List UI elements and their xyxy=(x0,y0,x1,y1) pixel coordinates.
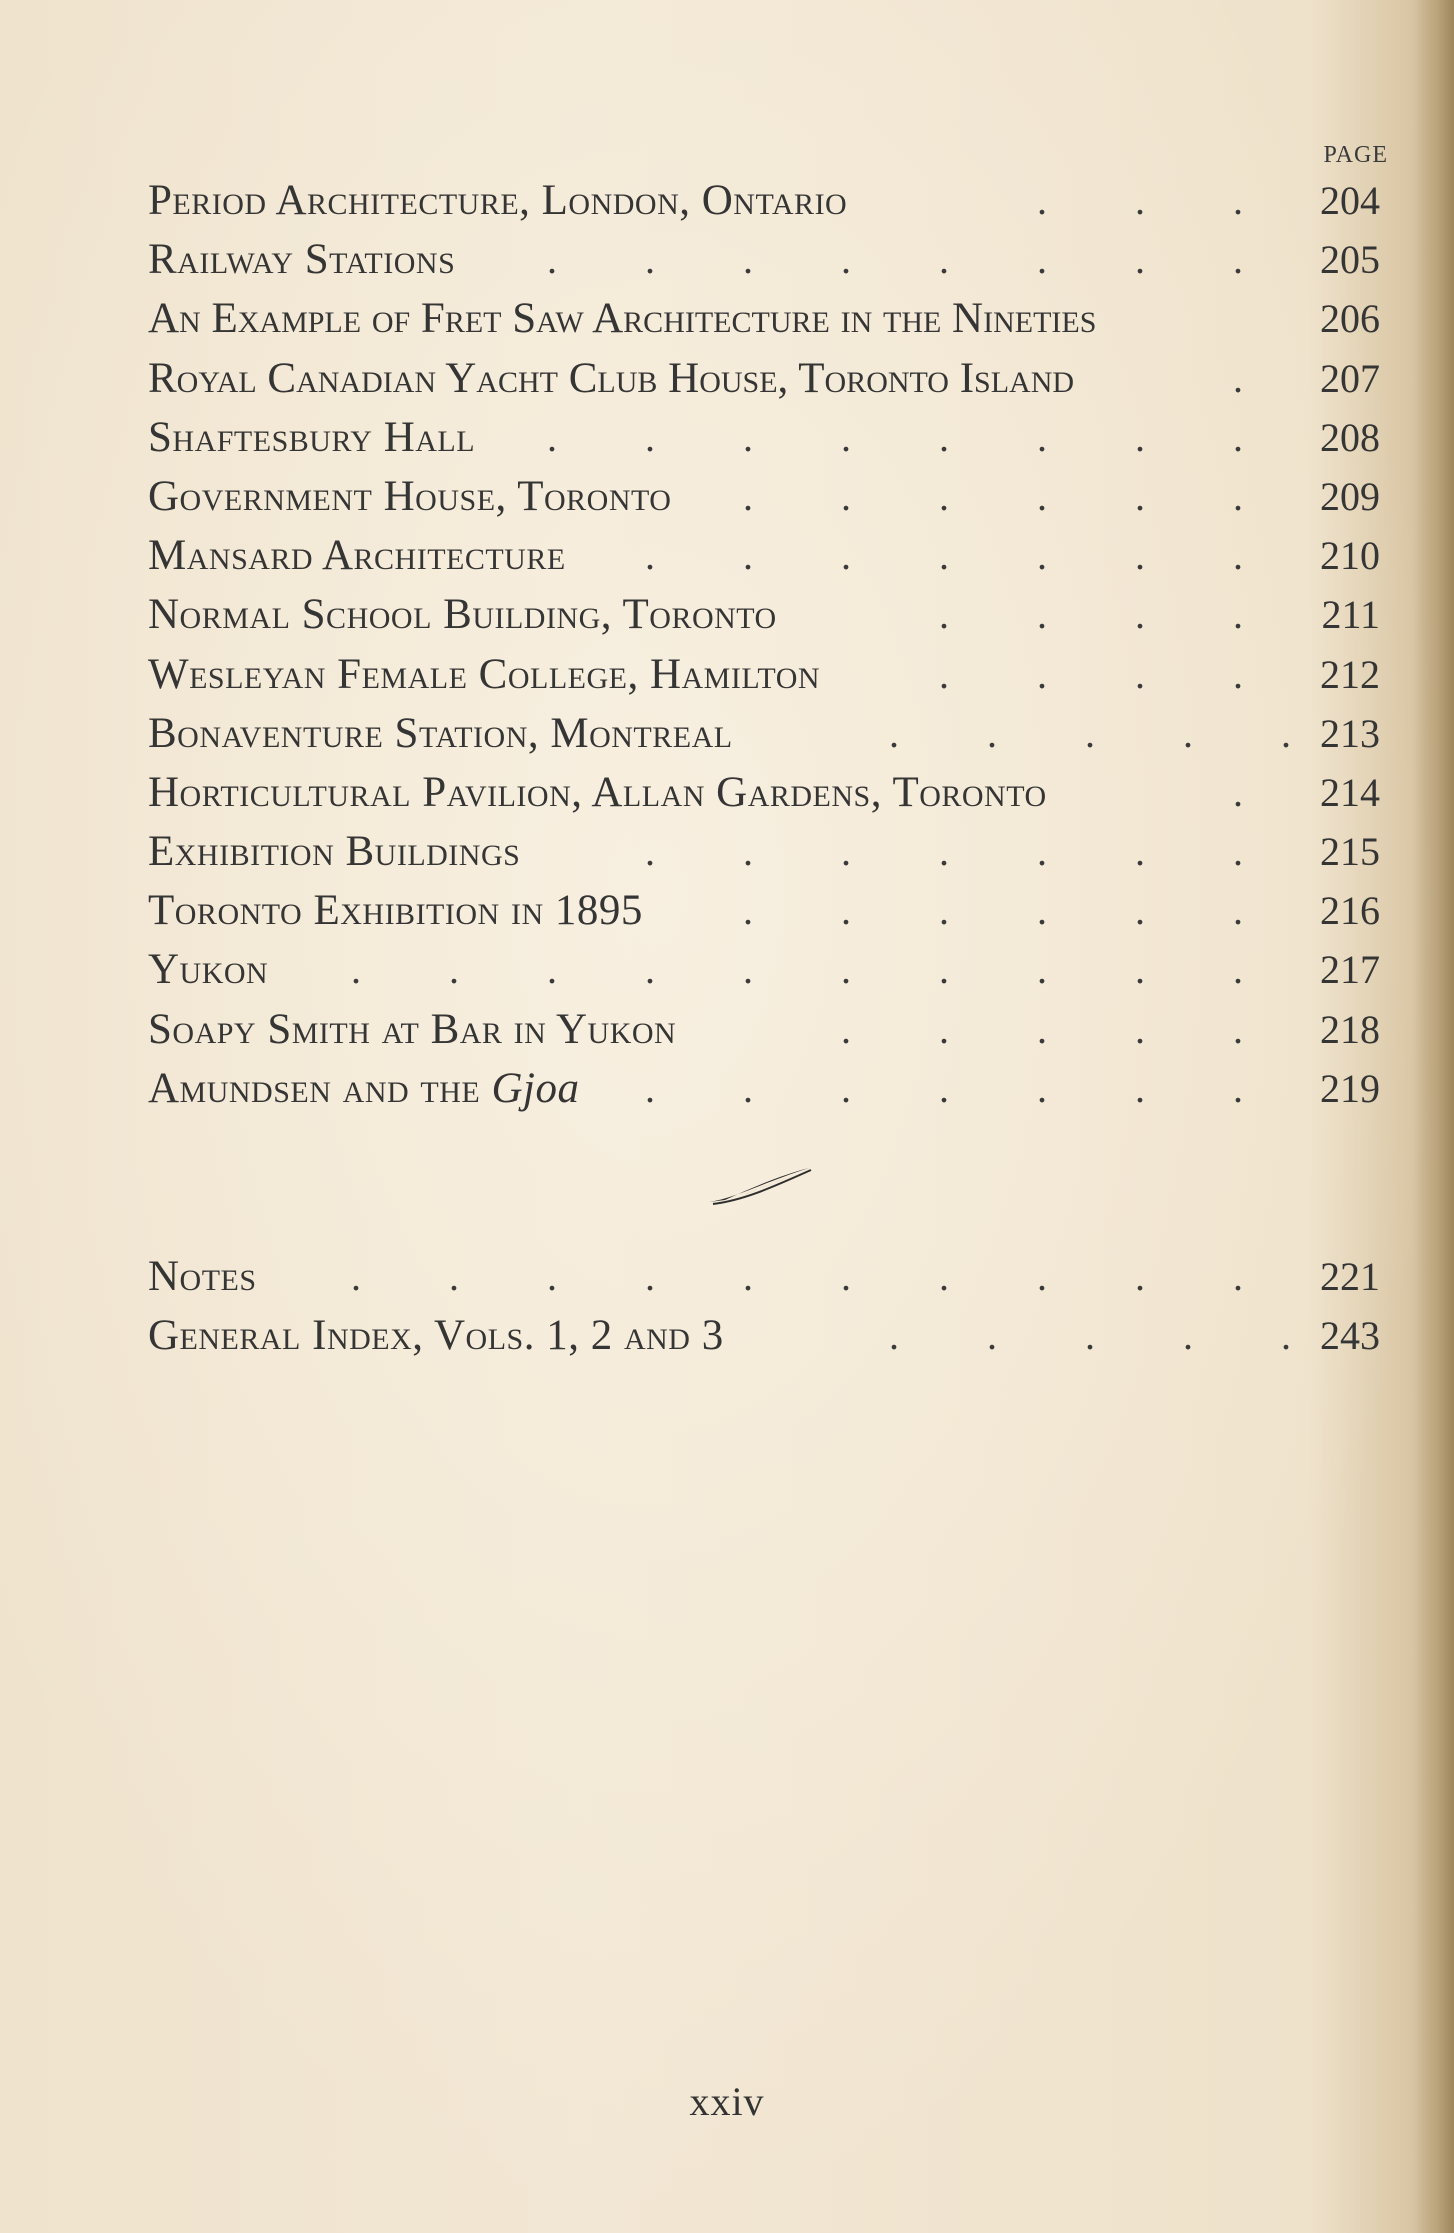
ship-name: Gjoa xyxy=(491,1064,580,1112)
toc-entry: Normal School Building, Toronto . . . . 211 xyxy=(148,585,1380,644)
toc-entry: Exhibition Buildings . . . . . . . 215 xyxy=(148,822,1380,881)
quill-ornament-icon xyxy=(705,1160,815,1210)
toc-entry-page: 221 xyxy=(1320,1254,1380,1299)
toc-entry-title: Period Architecture, London, Ontario xyxy=(148,177,848,224)
toc-entry: Toronto Exhibition in 1895 . . . . . . 216 xyxy=(148,881,1380,940)
toc-entry-title: Horticultural Pavilion, Allan Gardens, Toronto xyxy=(148,768,1047,816)
toc-entry-title: Soapy Smith at Bar in Yukon xyxy=(148,1005,677,1053)
page-number: xxiv xyxy=(689,2079,765,2124)
toc-entry-title: An Example of Fret Saw Architecture in the Nineties xyxy=(148,295,1097,343)
toc-entry: Notes . . . . . . . . . . 221 xyxy=(148,1247,1380,1306)
toc-entry: Amundsen and the Gjoa . . . . . . . 219 xyxy=(148,1059,1380,1118)
toc-entry-title: Railway Stations xyxy=(148,236,456,284)
toc-entry: Mansard Architecture . . . . . . . 210 xyxy=(148,526,1380,585)
toc-entry-title: Shaftesbury Hall xyxy=(148,413,476,461)
toc-entry-title: Amundsen and the Gjoa xyxy=(148,1064,580,1112)
toc-entry-title: Royal Canadian Yacht Club House, Toronto Island xyxy=(148,354,1075,402)
toc-entry-title: Government House, Toronto xyxy=(148,472,672,520)
toc-entry: Period Architecture, London, Ontario . . . 204 xyxy=(148,171,1380,230)
toc-entry-title: Bonaventure Station, Montreal xyxy=(148,709,733,757)
toc-entry-title: Wesleyan Female College, Hamilton xyxy=(148,650,821,698)
toc-entry-page: 218 xyxy=(1320,1006,1380,1052)
toc-entry: Bonaventure Station, Montreal . . . . . 213 xyxy=(148,704,1380,763)
table-of-contents xyxy=(148,171,1380,1118)
toc-entry-page: 204 xyxy=(1320,178,1380,223)
toc-entry-page: 216 xyxy=(1320,888,1380,934)
toc-entry-page: 212 xyxy=(1320,651,1380,697)
toc-entry-title: Normal School Building, Toronto xyxy=(148,591,777,639)
toc-entry-page: 208 xyxy=(1320,414,1380,460)
toc-entry-page: 217 xyxy=(1320,947,1380,993)
toc-entry-title: Toronto Exhibition in 1895 xyxy=(148,887,643,935)
toc-entry: Government House, Toronto . . . . . . 209 xyxy=(148,467,1380,526)
back-matter-list xyxy=(148,1247,1380,1365)
page-column-header: PAGE xyxy=(1323,142,1388,168)
toc-entry: Shaftesbury Hall . . . . . . . . 208 xyxy=(148,408,1380,467)
toc-entry-page: 210 xyxy=(1320,533,1380,579)
toc-entry: Royal Canadian Yacht Club House, Toronto Island . 207 xyxy=(148,349,1380,408)
toc-entry: Railway Stations . . . . . . . . 205 xyxy=(148,230,1380,289)
toc-entry-title: Exhibition Buildings xyxy=(148,828,521,876)
toc-entry: Horticultural Pavilion, Allan Gardens, Toronto . 214 xyxy=(148,763,1380,822)
toc-entry-page: 207 xyxy=(1320,355,1380,401)
toc-entry-title: Mansard Architecture xyxy=(148,532,566,580)
toc-entry-page: 211 xyxy=(1321,592,1380,638)
toc-entry: Soapy Smith at Bar in Yukon . . . . . 218 xyxy=(148,1000,1380,1059)
toc-entry-title: Notes xyxy=(148,1253,257,1300)
toc-entry-page: 209 xyxy=(1320,473,1380,519)
toc-entry-page: 243 xyxy=(1320,1313,1380,1359)
toc-entry-page: 205 xyxy=(1320,237,1380,283)
toc-entry-page: 214 xyxy=(1320,769,1380,815)
toc-entry xyxy=(148,289,1380,348)
toc-entry: General Index, Vols. 1, 2 and 3 . . . . . 243 xyxy=(148,1306,1380,1365)
toc-entry: Wesleyan Female College, Hamilton . . . . 212 xyxy=(148,645,1380,704)
toc-entry-page: 213 xyxy=(1320,710,1380,756)
toc-entry-title: Yukon xyxy=(148,946,269,994)
toc-entry-page: 206 xyxy=(1320,296,1380,342)
toc-entry-title: General Index, Vols. 1, 2 and 3 xyxy=(148,1312,724,1360)
toc-entry-page: 215 xyxy=(1320,829,1380,875)
page-edge-shadow xyxy=(1414,0,1454,2233)
toc-entry: Yukon . . . . . . . . . . 217 xyxy=(148,940,1380,999)
toc-entry-page: 219 xyxy=(1320,1065,1380,1111)
